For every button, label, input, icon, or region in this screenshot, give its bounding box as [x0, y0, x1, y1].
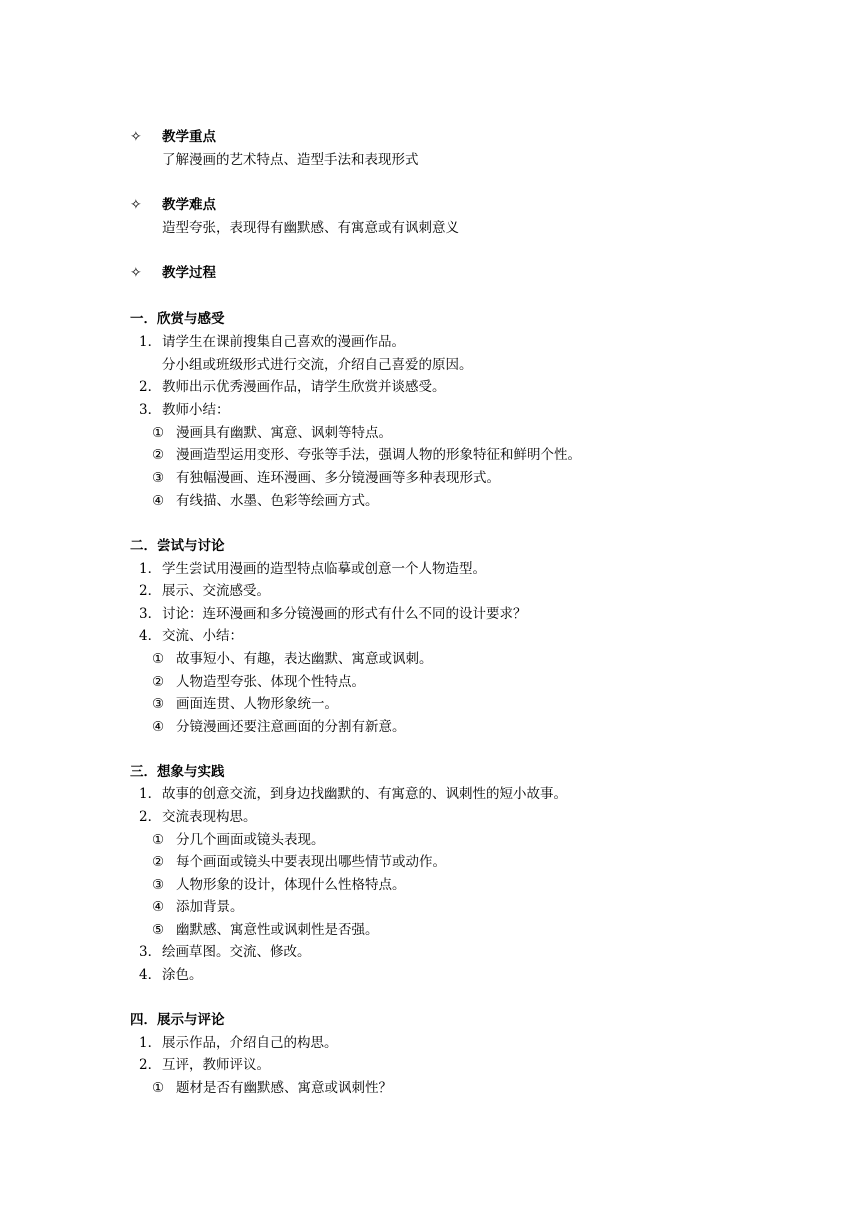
- diamond-bullet-icon: ✧: [130, 265, 142, 281]
- item-number: 2．: [139, 809, 162, 825]
- item-number: 2．: [139, 379, 162, 395]
- item-text: 展示、交流感受。: [162, 583, 270, 599]
- sub-item-text: 人物造型夸张、体现个性特点。: [176, 674, 365, 690]
- item-number: 3．: [139, 402, 162, 418]
- item-number: 1．: [139, 786, 162, 802]
- sub-item-text: 画面连贯、人物形象统一。: [176, 696, 338, 712]
- sub-item-marker: ⑤: [152, 922, 165, 938]
- item-text: 涂色。: [162, 967, 203, 983]
- sub-item-marker: ②: [152, 854, 165, 870]
- item-continuation: 分小组或班级形式进行交流，介绍自己喜爱的原因。: [162, 357, 473, 373]
- sub-item-marker: ④: [152, 493, 165, 509]
- item-text: 讨论：连环漫画和多分镜漫画的形式有什么不同的设计要求？: [162, 606, 527, 622]
- section-heading: 三．想象与实践: [130, 764, 225, 780]
- sub-item-text: 有独幅漫画、连环漫画、多分镜漫画等多种表现形式。: [176, 470, 500, 486]
- item-number: 1．: [139, 561, 162, 577]
- item-number: 2．: [139, 583, 162, 599]
- section-heading: 四．展示与评论: [130, 1012, 225, 1028]
- sub-item-text: 故事短小、有趣，表达幽默、寓意或讽刺。: [176, 651, 433, 667]
- item-number: 1．: [139, 1035, 162, 1051]
- sub-item-marker: ①: [152, 425, 165, 441]
- sub-item-marker: ②: [152, 447, 165, 463]
- sub-item-marker: ③: [152, 877, 165, 893]
- sub-item-text: 幽默感、寓意性或讽刺性是否强。: [176, 922, 379, 938]
- sub-item-text: 漫画具有幽默、寓意、讽刺等特点。: [176, 425, 392, 441]
- sub-item-marker: ③: [152, 470, 165, 486]
- sub-item-marker: ③: [152, 696, 165, 712]
- section-heading: 一．欣赏与感受: [130, 311, 225, 327]
- item-number: 1．: [139, 334, 162, 350]
- diamond-bullet-icon: ✧: [130, 197, 142, 213]
- sub-item-marker: ④: [152, 899, 165, 915]
- sub-item-marker: ②: [152, 674, 165, 690]
- sub-item-marker: ④: [152, 719, 165, 735]
- item-text: 教师出示优秀漫画作品，请学生欣赏并谈感受。: [162, 379, 446, 395]
- item-text: 教师小结：: [162, 402, 230, 418]
- sub-item-marker: ①: [152, 651, 165, 667]
- sub-item-text: 有线描、水墨、色彩等绘画方式。: [176, 493, 379, 509]
- sub-item-text: 题材是否有幽默感、寓意或讽刺性？: [176, 1080, 392, 1096]
- sub-item-marker: ①: [152, 832, 165, 848]
- item-number: 2．: [139, 1057, 162, 1073]
- item-text: 绘画草图。交流、修改。: [162, 944, 311, 960]
- item-number: 4．: [139, 628, 162, 644]
- sub-item-text: 添加背景。: [176, 899, 244, 915]
- item-number: 3．: [139, 606, 162, 622]
- item-text: 故事的创意交流，到身边找幽默的、有寓意的、讽刺性的短小故事。: [162, 786, 567, 802]
- sub-item-text: 漫画造型运用变形、夸张等手法，强调人物的形象特征和鲜明个性。: [176, 447, 581, 463]
- point-title: 教学难点: [162, 197, 216, 213]
- item-text: 交流、小结：: [162, 628, 243, 644]
- point-content: 造型夸张，表现得有幽默感、有寓意或有讽刺意义: [162, 220, 459, 236]
- sub-item-text: 人物形象的设计，体现什么性格特点。: [176, 877, 406, 893]
- item-text: 展示作品，介绍自己的构思。: [162, 1035, 338, 1051]
- diamond-bullet-icon: ✧: [130, 129, 142, 145]
- item-text: 交流表现构思。: [162, 809, 257, 825]
- sub-item-marker: ①: [152, 1080, 165, 1096]
- sub-item-text: 分几个画面或镜头表现。: [176, 832, 325, 848]
- item-number: 4．: [139, 967, 162, 983]
- sub-item-text: 每个画面或镜头中要表现出哪些情节或动作。: [176, 854, 446, 870]
- item-text: 互评，教师评议。: [162, 1057, 270, 1073]
- sub-item-text: 分镜漫画还要注意画面的分割有新意。: [176, 719, 406, 735]
- point-title: 教学重点: [162, 129, 216, 145]
- item-number: 3．: [139, 944, 162, 960]
- point-content: 了解漫画的艺术特点、造型手法和表现形式: [162, 152, 419, 168]
- section-heading: 二．尝试与讨论: [130, 538, 225, 554]
- item-text: 请学生在课前搜集自己喜欢的漫画作品。: [162, 334, 405, 350]
- point-title: 教学过程: [162, 265, 216, 281]
- item-text: 学生尝试用漫画的造型特点临摹或创意一个人物造型。: [162, 561, 486, 577]
